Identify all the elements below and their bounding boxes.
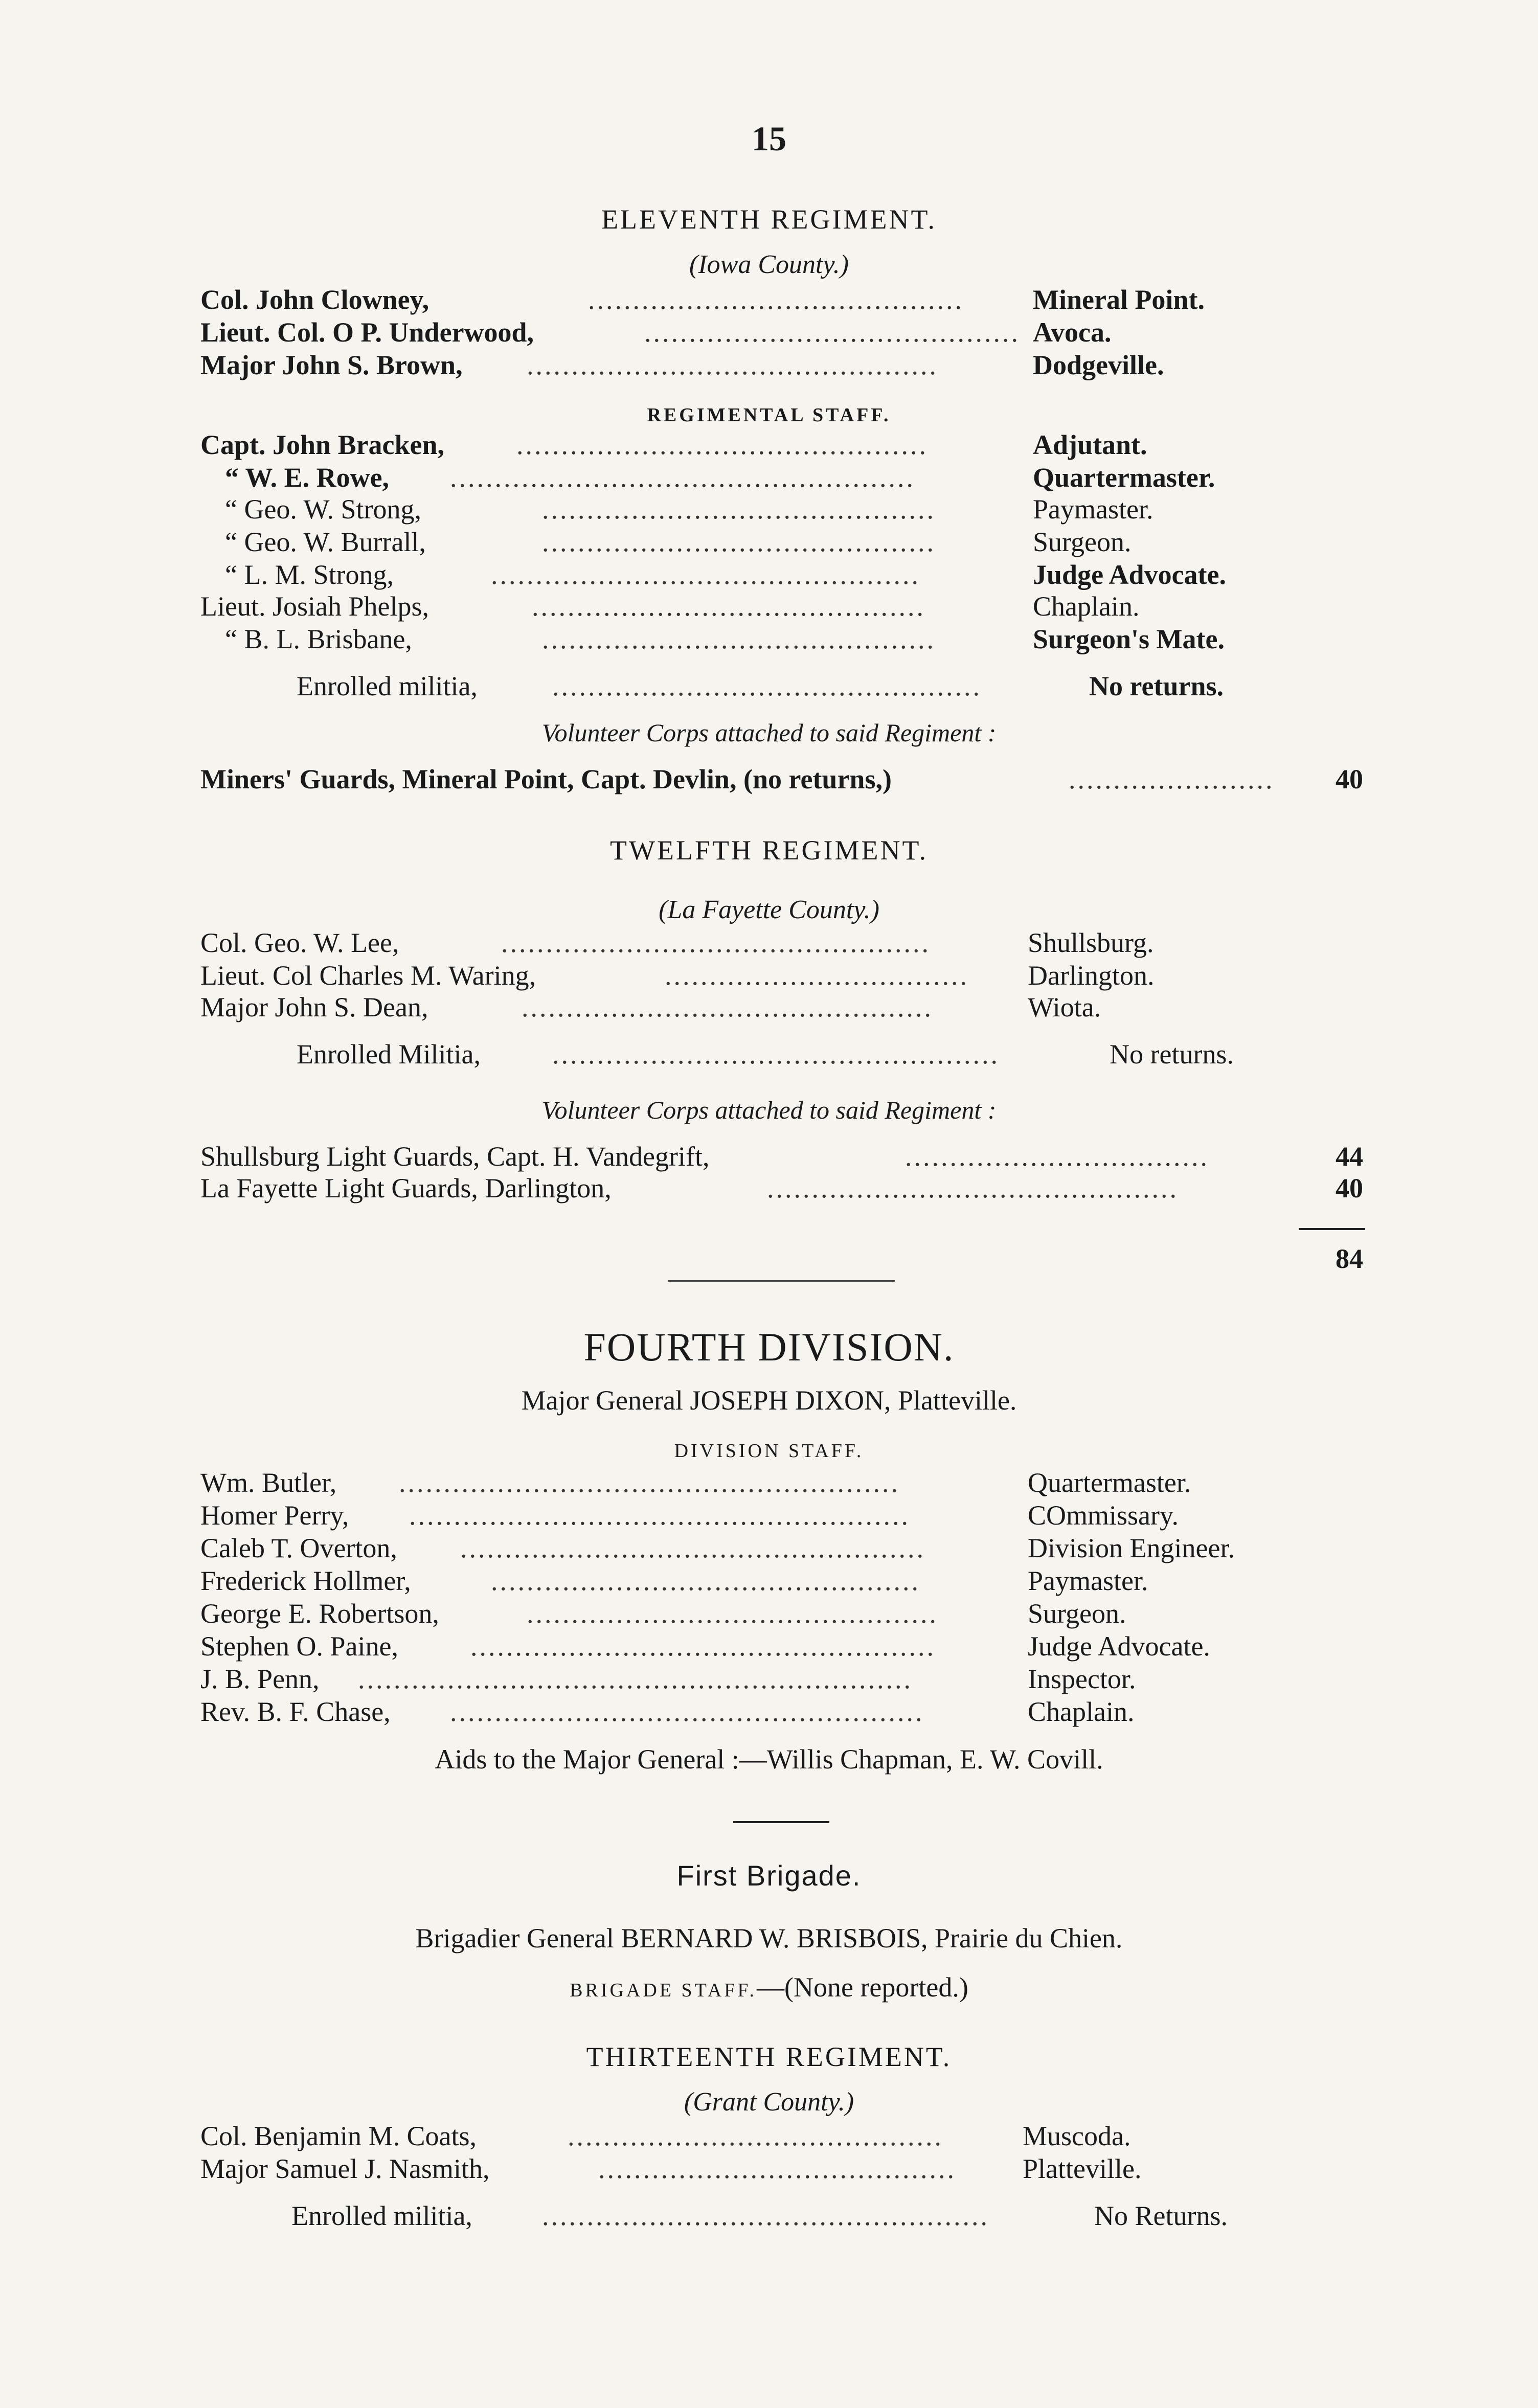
dot-leader: ........................................................ (399, 1467, 900, 1498)
dot-leader: .............................................................. (358, 1664, 913, 1694)
r12-officer-place: Wiota. (1028, 992, 1101, 1023)
r11-officer-place: Avoca. (1033, 317, 1112, 348)
r13-county: (Grant County.) (684, 2087, 854, 2117)
r11-staff-name: “ B. L. Brisbane, (225, 624, 412, 654)
dot-leader: .................................................... (450, 462, 915, 493)
r12-officer-place: Shullsburg. (1028, 927, 1154, 958)
division-staff-role: Judge Advocate. (1028, 1631, 1210, 1662)
page-number: 15 (752, 119, 786, 158)
division-staff-role: Surgeon. (1028, 1598, 1126, 1629)
r12-volunteer-count: 40 (1336, 1173, 1363, 1203)
r11-officer-place: Mineral Point. (1033, 284, 1205, 315)
division-title: FOURTH DIVISION. (583, 1325, 955, 1369)
r13-enrolled-value: No Returns. (1094, 2200, 1228, 2231)
brigade-general: Brigadier General BERNARD W. BRISBOIS, Prairie du Chien. (415, 1923, 1123, 1953)
r12-volunteer-name: La Fayette Light Guards, Darlington, (200, 1173, 612, 1203)
dot-leader: .................................................... (460, 1533, 925, 1563)
r11-staff-role: Surgeon. (1033, 527, 1132, 557)
r11-officer-place: Dodgeville. (1033, 350, 1164, 380)
dot-leader: ....................... (1069, 764, 1275, 794)
r12-officer-name: Major John S. Dean, (200, 992, 428, 1023)
brigade-title: First Brigade. (676, 1859, 862, 1892)
division-staff-name: J. B. Penn, (200, 1664, 320, 1694)
dot-leader: .............................................. (527, 350, 938, 380)
r12-officer-name: Lieut. Col Charles M. Waring, (200, 960, 536, 991)
dot-leader: ..................................................... (450, 1696, 924, 1727)
division-general: Major General JOSEPH DIXON, Platteville. (521, 1385, 1017, 1416)
brigade-staff-label: BRIGADE STAFF. (570, 1980, 757, 2001)
r12-title: TWELFTH REGIMENT. (610, 835, 928, 866)
dot-leader: .............................................. (522, 992, 933, 1023)
division-staff-role: Division Engineer. (1028, 1533, 1235, 1563)
r12-enrolled-label: Enrolled Militia, (297, 1039, 481, 1070)
dot-leader: .......................................... (588, 284, 964, 315)
r11-enrolled-value: No returns. (1089, 671, 1224, 701)
r11-county: (Iowa County.) (689, 250, 849, 279)
r12-officer-place: Darlington. (1028, 960, 1155, 991)
division-staff-name: Stephen O. Paine, (200, 1631, 398, 1662)
dot-leader: ................................................ (552, 671, 982, 701)
r12-county: (La Fayette County.) (659, 895, 879, 924)
r13-enrolled-label: Enrolled militia, (291, 2200, 472, 2231)
division-staff-name: Wm. Butler, (200, 1467, 337, 1498)
division-staff-name: Frederick Hollmer, (200, 1565, 411, 1596)
r11-staff-heading: REGIMENTAL STAFF. (647, 404, 891, 426)
dot-leader: .................................................... (470, 1631, 936, 1662)
division-staff-name: Homer Perry, (200, 1500, 349, 1531)
total-rule (1299, 1228, 1365, 1230)
division-staff-role: COmmissary. (1028, 1500, 1179, 1531)
r11-staff-role: Paymaster. (1033, 494, 1154, 525)
dot-leader: ................................................ (491, 1565, 920, 1596)
r11-enrolled-label: Enrolled militia, (297, 671, 478, 701)
section-divider (733, 1821, 829, 1823)
r13-officer-name: Col. Benjamin M. Coats, (200, 2121, 477, 2151)
dot-leader: .............................................. (527, 1598, 938, 1629)
r11-staff-role: Surgeon's Mate. (1033, 624, 1225, 654)
r12-volunteer-name: Shullsburg Light Guards, Capt. H. Vandegrift, (200, 1141, 710, 1172)
r11-title: ELEVENTH REGIMENT. (601, 204, 937, 235)
r11-staff-role: Chaplain. (1033, 591, 1140, 622)
r12-volunteer-heading: Volunteer Corps attached to said Regiment : (541, 1096, 997, 1124)
r12-volunteer-count: 44 (1336, 1141, 1363, 1172)
division-staff-role: Chaplain. (1028, 1696, 1135, 1727)
dot-leader: .............................................. (767, 1173, 1179, 1203)
r11-staff-name: “ L. M. Strong, (225, 559, 394, 590)
r11-volunteer-heading: Volunteer Corps attached to said Regiment : (541, 718, 997, 747)
r11-staff-role: Quartermaster. (1033, 462, 1215, 493)
r11-volunteer-count: 40 (1336, 764, 1363, 794)
r12-total: 84 (1336, 1243, 1363, 1274)
dot-leader: .......................................... (644, 317, 1020, 348)
r11-officer-name: Major John S. Brown, (200, 350, 463, 380)
brigade-staff (0, 1971, 1538, 2003)
brigade-staff-note: —(None reported.) (757, 1972, 968, 2003)
division-staff-name: George E. Robertson, (200, 1598, 439, 1629)
dot-leader: .......................................... (568, 2121, 943, 2151)
dot-leader: ........................................ (598, 2153, 956, 2184)
r12-officer-name: Col. Geo. W. Lee, (200, 927, 399, 958)
r11-officer-name: Col. John Clowney, (200, 284, 429, 315)
division-staff-name: Rev. B. F. Chase, (200, 1696, 391, 1727)
dot-leader: ............................................ (542, 527, 936, 557)
r11-volunteer-name: Miners' Guards, Mineral Point, Capt. Devlin, (no returns,) (200, 764, 892, 794)
division-staff-role: Quartermaster. (1028, 1467, 1191, 1498)
r13-title: THIRTEENTH REGIMENT. (586, 2041, 952, 2072)
r11-staff-name: Capt. John Bracken, (200, 429, 445, 460)
r11-staff-role: Adjutant. (1033, 429, 1147, 460)
r13-officer-name: Major Samuel J. Nasmith, (200, 2153, 490, 2184)
r13-officer-place: Muscoda. (1023, 2121, 1131, 2151)
dot-leader: .................................. (665, 960, 969, 991)
dot-leader: .................................................. (552, 1039, 1000, 1070)
r13-officer-place: Platteville. (1023, 2153, 1142, 2184)
division-aids: Aids to the Major General :—Willis Chapman, E. W. Covill. (435, 1744, 1103, 1775)
dot-leader: ............................................ (532, 591, 925, 622)
dot-leader: ............................................ (542, 494, 936, 525)
r11-staff-name: Lieut. Josiah Phelps, (200, 591, 429, 622)
r11-officer-name: Lieut. Col. O P. Underwood, (200, 317, 534, 348)
dot-leader: .............................................. (516, 429, 928, 460)
r12-enrolled-value: No returns. (1110, 1039, 1234, 1070)
dot-leader: .................................. (905, 1141, 1209, 1172)
division-staff-role: Inspector. (1028, 1664, 1136, 1694)
dot-leader: ........................................................ (409, 1500, 910, 1531)
division-staff-role: Paymaster. (1028, 1565, 1148, 1596)
division-staff-name: Caleb T. Overton, (200, 1533, 397, 1563)
r11-staff-name: “ Geo. W. Strong, (225, 494, 421, 525)
dot-leader: ............................................ (542, 624, 936, 654)
section-divider (668, 1280, 895, 1282)
dot-leader: ................................................ (501, 927, 931, 958)
dot-leader: .................................................. (542, 2200, 989, 2231)
dot-leader: ................................................ (491, 559, 920, 590)
r11-staff-role: Judge Advocate. (1033, 559, 1226, 590)
r11-staff-name: “ Geo. W. Burrall, (225, 527, 426, 557)
r11-staff-name: “ W. E. Rowe, (225, 462, 390, 493)
division-staff-heading: DIVISION STAFF. (674, 1440, 864, 1462)
